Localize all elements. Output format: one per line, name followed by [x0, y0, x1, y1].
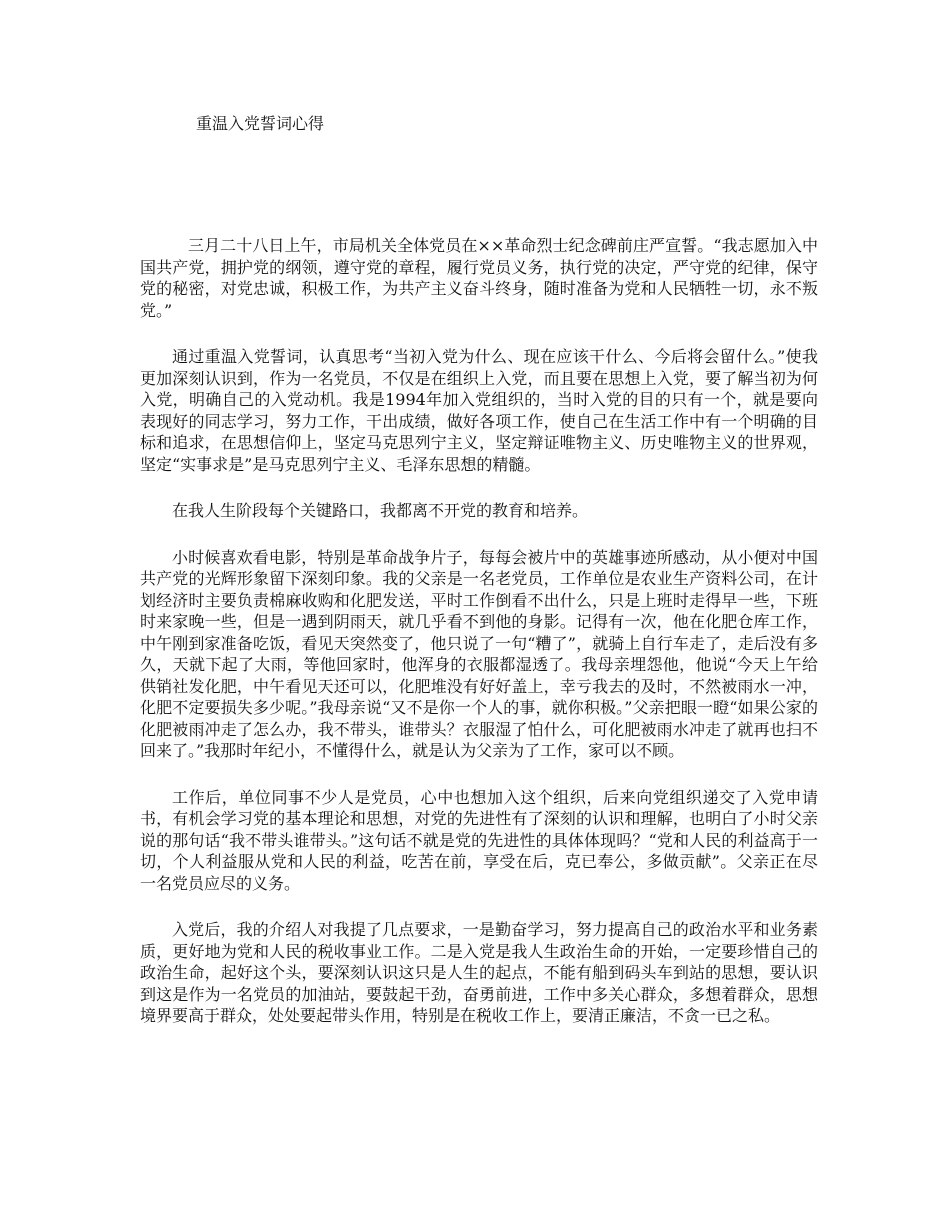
paragraph-childhood: 小时候喜欢看电影，特别是革命战争片子，每每会被片中的英雄事迹所感动，从小便对中国共产党的光辉形象留下深刻印象。我的父亲是一名老党员，工作单位是农业生产资料公司，在计划经济时主要负责棉麻收购和化肥发送，平时工作倒看不出什么，只是上班时走得早一些，下班时来家晚一些，但是一遇到阴雨天，就几乎看不到他的身影。记得有一次，他在化肥仓库工作，中午刚到家准备吃饭，看见天突然变了，他只说了一句“糟了”，就骑上自行车走了，走后没有多久，天就下起了大雨，等他回家时，他浑身的衣服都湿透了。我母亲埋怨他，他说“今天上午给供销社发化肥，中午看见天还可以，化肥堆没有好好盖上，幸亏我去的及时，不然被雨水一冲，化肥不定要损失多少呢。”我母亲说“又不是你一个人的事，就你积极。”父亲把眼一瞪“如果公家的化肥被雨冲走了怎么办，我不带头，谁带头？衣服湿了怕什么，可化肥被雨水冲走了就再也扫不回来了。”我那时年纪小，不懂得什么，就是认为父亲为了工作，家可以不顾。	[140, 547, 818, 760]
document-title: 重温入党誓词心得	[196, 114, 325, 133]
paragraph-work: 工作后，单位同事不少人是党员，心中也想加入这个组织，后来向党组织递交了入党申请书，有机会学习党的基本理论和思想，对党的先进性有了深刻的认识和理解，也明白了小时父亲说的那句话“我不带头谁带头。”这句话不就是党的先进性的具体体现吗？“党和人民的利益高于一切，个人利益服从党和人民的利益，吃苦在前，享受在后，克已奉公，多做贡献”。父亲正在尽一名党员应尽的义务。	[140, 787, 818, 893]
paragraph-guidance: 在我人生阶段每个关键路口，我都离不开党的教育和培养。	[172, 501, 589, 520]
document-body	[140, 235, 818, 1052]
paragraph-oath: 三月二十八日上午，市局机关全体党员在××革命烈士纪念碑前庄严宣誓。“我志愿加入中国共产党，拥护党的纲领，遵守党的章程，履行党员义务，执行党的决定，严守党的纪律，保守党的秘密，对党忠诚，积极工作，为共产主义奋斗终身，随时准备为党和人民牺牲一切，永不叛党。”	[140, 236, 818, 320]
paragraph-reflection: 通过重温入党誓词，认真思考“当初入党为什么、现在应该干什么、今后将会留什么。”使我更加深刻认识到，作为一名党员，不仅是在组织上入党，而且要在思想上入党，要了解当初为何入党，明确自己的入党动机。我是1994年加入党组织的，当时入党的目的只有一个，就是要向表现好的同志学习，努力工作，干出成绩，做好各项工作，使自己在生活工作中有一个明确的目标和追求，在思想信仰上，坚定马克思列宁主义，坚定辩证唯物主义、历史唯物主义的世界观，坚定“实事求是”是马克思列宁主义、毛泽东思想的精髓。	[140, 347, 818, 474]
paragraph-after-joining: 入党后，我的介绍人对我提了几点要求，一是勤奋学习，努力提高自己的政治水平和业务素质，更好地为党和人民的税收事业工作。二是入党是我人生政治生命的开始，一定要珍惜自己的政治生命，起好这个头，要深刻认识这只是人生的起点，不能有船到码头车到站的思想，要认识到这是作为一名党员的加油站，要鼓起干劲，奋勇前进，工作中多关心群众，多想着群众，思想境界要高于群众，处处要起带头作用，特别是在税收工作上，要清正廉洁，不贪一已之私。	[140, 920, 818, 1025]
